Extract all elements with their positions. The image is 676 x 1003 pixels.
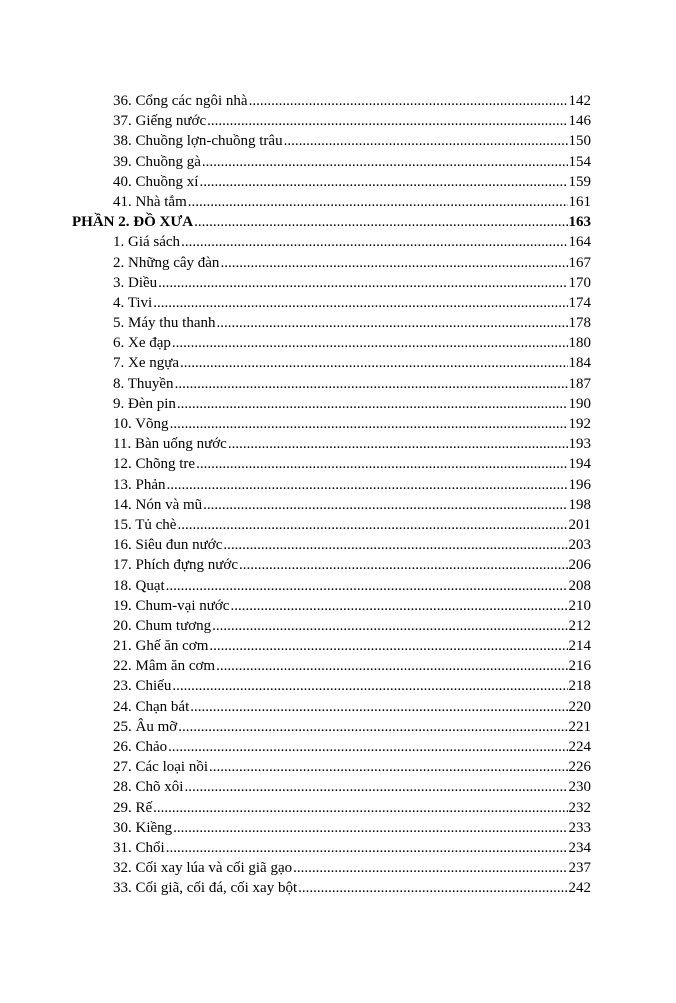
toc-entry-line	[113, 616, 591, 636]
toc-entry	[0, 858, 676, 878]
dot-leader	[170, 414, 568, 434]
toc-entry	[0, 91, 676, 111]
toc-entry-title: 36. Cổng các ngôi nhà	[113, 93, 248, 109]
dot-leader	[212, 616, 567, 636]
toc-entry	[0, 293, 676, 313]
dot-leader	[153, 798, 567, 818]
toc-entry-page-number: 194	[568, 456, 591, 473]
dot-leader	[223, 535, 567, 555]
toc-entry-title: 7. Xe ngựa	[113, 355, 180, 372]
toc-entry-page-number: 233	[568, 819, 591, 836]
toc-entry-title: 10. Võng	[113, 416, 169, 432]
toc-entry-page-number: 159	[568, 173, 591, 190]
toc-entry-line	[113, 293, 591, 313]
toc-entry-line	[113, 434, 591, 454]
dot-leader	[177, 394, 568, 414]
toc-entry-title: 9. Đèn pin	[113, 395, 176, 412]
dot-leader	[207, 111, 567, 131]
toc-entry-page-number: 224	[568, 739, 591, 755]
toc-entry-line	[113, 656, 591, 676]
toc-entry-line	[113, 858, 591, 878]
toc-entry-line	[113, 414, 591, 434]
toc-entry	[0, 656, 676, 676]
toc-entry-page-number: 206	[568, 557, 591, 574]
toc-entry-title: 28. Chõ xôi	[113, 779, 184, 796]
toc-entry	[0, 777, 676, 797]
toc-entry-title: 1. Giá sách	[113, 234, 181, 251]
dot-leader	[239, 555, 567, 575]
toc-entry	[0, 616, 676, 636]
toc-entry-line	[113, 798, 591, 818]
toc-entry-page-number: 170	[568, 274, 591, 291]
dot-leader	[228, 434, 568, 454]
dot-leader	[209, 636, 567, 656]
toc-entry	[0, 434, 676, 454]
toc-entry-line	[113, 394, 591, 414]
dot-leader	[217, 313, 568, 333]
toc-entry-line	[113, 576, 591, 596]
toc-entry	[0, 798, 676, 818]
dot-leader	[216, 656, 567, 676]
toc-entry-line	[113, 676, 591, 696]
toc-entry-page-number: 208	[568, 577, 591, 594]
toc-entry	[0, 838, 676, 858]
toc-entry	[0, 576, 676, 596]
toc-entry-title: 3. Diều	[113, 274, 158, 291]
toc-entry-page-number: 218	[568, 678, 591, 695]
toc-entry-title: 17. Phích đựng nước	[113, 557, 239, 574]
toc-entry	[0, 394, 676, 414]
toc-entry-line	[113, 596, 591, 616]
toc-entry-page-number: 237	[568, 860, 591, 877]
toc-entry-page-number: 201	[568, 516, 591, 533]
toc-entry-line	[113, 737, 591, 757]
toc-entry-title: 41. Nhà tắm	[113, 193, 187, 210]
toc-entry-page-number: 146	[568, 113, 591, 130]
toc-entry-line	[72, 212, 591, 232]
toc-entry	[0, 353, 676, 373]
toc-part-heading	[0, 212, 676, 232]
toc-entry-title: 23. Chiếu	[113, 678, 172, 695]
toc-entry	[0, 596, 676, 616]
toc-entry-line	[113, 535, 591, 555]
dot-leader	[188, 192, 568, 212]
toc-entry	[0, 878, 676, 898]
toc-entry	[0, 273, 676, 293]
toc-entry-page-number: 193	[568, 436, 591, 453]
toc-entry-line	[113, 636, 591, 656]
toc-entry-page-number: 161	[568, 193, 591, 210]
toc-entry-page-number: 216	[568, 658, 591, 675]
toc-entry-line	[113, 454, 591, 474]
dot-leader	[153, 293, 567, 313]
toc-entry-title: 27. Các loại nồi	[113, 759, 208, 776]
toc-entry-title: 21. Ghế ăn cơm	[113, 638, 209, 655]
dot-leader	[166, 576, 568, 596]
toc-entry-title: 16. Siêu đun nước	[113, 537, 223, 554]
toc-entry-title: 24. Chạn bát	[113, 698, 190, 715]
dot-leader	[284, 131, 568, 151]
toc-entry-line	[113, 818, 591, 838]
toc-entry-title: PHẦN 2. ĐỒ XƯA	[72, 214, 194, 231]
toc-entry-page-number: 203	[568, 537, 591, 554]
toc-entry	[0, 475, 676, 495]
toc-entry-line	[113, 152, 591, 172]
toc-entry-page-number: 150	[568, 133, 591, 150]
dot-leader	[230, 596, 567, 616]
toc-entry-page-number: 221	[568, 718, 591, 735]
toc-entry	[0, 131, 676, 151]
toc-entry-page-number: 196	[568, 476, 591, 493]
dot-leader	[175, 374, 568, 394]
toc-entry	[0, 737, 676, 757]
toc-entry-page-number: 142	[568, 93, 591, 109]
toc-entry	[0, 636, 676, 656]
toc-entry-line	[113, 253, 591, 273]
toc-entry	[0, 535, 676, 555]
dot-leader	[293, 858, 567, 878]
toc-entry-line	[113, 717, 591, 737]
toc-entry-page-number: 154	[568, 153, 591, 170]
toc-entry-title: 14. Nón và mũ	[113, 496, 203, 513]
toc-entry-title: 13. Phản	[113, 476, 166, 493]
toc-entry-title: 25. Âu mỡ	[113, 718, 178, 735]
toc-entry-line	[113, 515, 591, 535]
dot-leader	[181, 232, 567, 252]
toc-entry	[0, 333, 676, 353]
toc-entry-title: 18. Quạt	[113, 577, 165, 594]
dot-leader	[177, 515, 567, 535]
toc-entry-page-number: 242	[568, 880, 591, 897]
toc-entry-page-number: 232	[568, 799, 591, 816]
toc-entry	[0, 757, 676, 777]
toc-entry	[0, 454, 676, 474]
toc-entry-title: 6. Xe đạp	[113, 335, 171, 352]
toc-entry	[0, 111, 676, 131]
toc-entry-title: 19. Chum-vại nước	[113, 597, 230, 614]
toc-entry-page-number: 163	[568, 214, 591, 231]
toc-entry	[0, 253, 676, 273]
toc-entry-line	[113, 475, 591, 495]
toc-entry	[0, 374, 676, 394]
toc-entry-title: 22. Mâm ăn cơm	[113, 658, 216, 675]
dot-leader	[209, 757, 568, 777]
toc-entry-line	[113, 697, 591, 717]
toc-entry-page-number: 234	[568, 839, 591, 856]
dot-leader	[173, 818, 567, 838]
toc-entry-line	[113, 374, 591, 394]
toc-entry-title: 40. Chuồng xí	[113, 173, 199, 190]
toc-entry-line	[113, 757, 591, 777]
toc-entry-line	[113, 495, 591, 515]
toc-entry-page-number: 212	[568, 617, 591, 634]
toc-entry	[0, 232, 676, 252]
toc-entry-title: 29. Rế	[113, 799, 153, 816]
dot-leader	[220, 253, 567, 273]
toc-entry-line	[113, 192, 591, 212]
toc-entry-title: 11. Bàn uống nước	[113, 436, 227, 453]
dot-leader	[180, 353, 567, 373]
toc-entry-title: 38. Chuồng lợn-chuồng trâu	[113, 133, 283, 150]
dot-leader	[172, 676, 567, 696]
toc-entry	[0, 717, 676, 737]
toc-entry	[0, 676, 676, 696]
toc-entry-title: 39. Chuồng gà	[113, 153, 201, 170]
toc-entry	[0, 172, 676, 192]
toc-entry-line	[113, 777, 591, 797]
dot-leader	[196, 454, 567, 474]
dot-leader	[168, 737, 567, 757]
toc-entry-page-number: 164	[568, 234, 591, 251]
dot-leader	[158, 273, 567, 293]
dot-leader	[199, 172, 567, 192]
toc-entry-line	[113, 131, 591, 151]
toc-entry-page-number: 187	[568, 375, 591, 392]
dot-leader	[203, 495, 567, 515]
dot-leader	[194, 212, 567, 232]
toc-entry-title: 37. Giếng nước	[113, 113, 207, 130]
toc-entry-title: 15. Tủ chè	[113, 516, 177, 533]
dot-leader	[167, 475, 568, 495]
dot-leader	[166, 838, 568, 858]
toc-entry-line	[113, 838, 591, 858]
toc-entry-line	[113, 878, 591, 898]
toc-entry-title: 12. Chõng tre	[113, 456, 196, 473]
toc-entry-title: 30. Kiềng	[113, 819, 173, 836]
toc-entry	[0, 555, 676, 575]
toc-entry-line	[113, 232, 591, 252]
dot-leader	[178, 717, 567, 737]
dot-leader	[202, 152, 568, 172]
toc-entry	[0, 192, 676, 212]
toc-entry	[0, 515, 676, 535]
toc-entry-line	[113, 333, 591, 353]
toc-entry-page-number: 184	[568, 355, 591, 372]
toc-entry	[0, 697, 676, 717]
toc-entry-title: 32. Cối xay lúa và cối giã gạo	[113, 860, 293, 877]
toc-entry-title: 8. Thuyền	[113, 375, 174, 392]
toc-entry-page-number: 190	[568, 395, 591, 412]
toc-entry-page-number: 214	[568, 638, 591, 655]
dot-leader	[249, 91, 568, 111]
toc-entry	[0, 152, 676, 172]
toc-entry-title: 5. Máy thu thanh	[113, 315, 216, 332]
toc-entry-page-number: 167	[568, 254, 591, 271]
toc-entry-line	[113, 172, 591, 192]
toc-entry-page-number: 180	[568, 335, 591, 352]
toc-entry-line	[113, 273, 591, 293]
toc-entry-title: 4. Tivi	[113, 294, 153, 311]
dot-leader	[184, 777, 567, 797]
toc-entry-page-number: 210	[568, 597, 591, 614]
toc-entry-page-number: 230	[568, 779, 591, 796]
toc-entry-line	[113, 313, 591, 333]
toc-entry-page-number: 192	[568, 416, 591, 432]
toc-entry-title: 33. Cối giã, cối đá, cối xay bột	[113, 880, 298, 897]
toc-entry-page-number: 226	[568, 759, 591, 776]
toc-entry-line	[113, 111, 591, 131]
toc-entry	[0, 818, 676, 838]
toc-entry-title: 26. Chảo	[113, 739, 168, 755]
toc-entry-page-number: 220	[568, 698, 591, 715]
dot-leader	[172, 333, 568, 353]
dot-leader	[190, 697, 567, 717]
toc-entry	[0, 495, 676, 515]
toc-entry-title: 20. Chum tương	[113, 617, 212, 634]
toc-entry-line	[113, 91, 591, 111]
toc-entry-page-number: 174	[568, 294, 591, 311]
toc-entry-page-number: 198	[568, 496, 591, 513]
toc-entry-page-number: 178	[568, 315, 591, 332]
toc-entry-title: 2. Những cây đàn	[113, 254, 220, 271]
toc-entry-title: 31. Chổi	[113, 839, 165, 856]
toc-entry	[0, 313, 676, 333]
table-of-contents	[0, 91, 676, 899]
toc-entry	[0, 414, 676, 434]
toc-entry-line	[113, 353, 591, 373]
toc-entry-line	[113, 555, 591, 575]
dot-leader	[298, 878, 567, 898]
